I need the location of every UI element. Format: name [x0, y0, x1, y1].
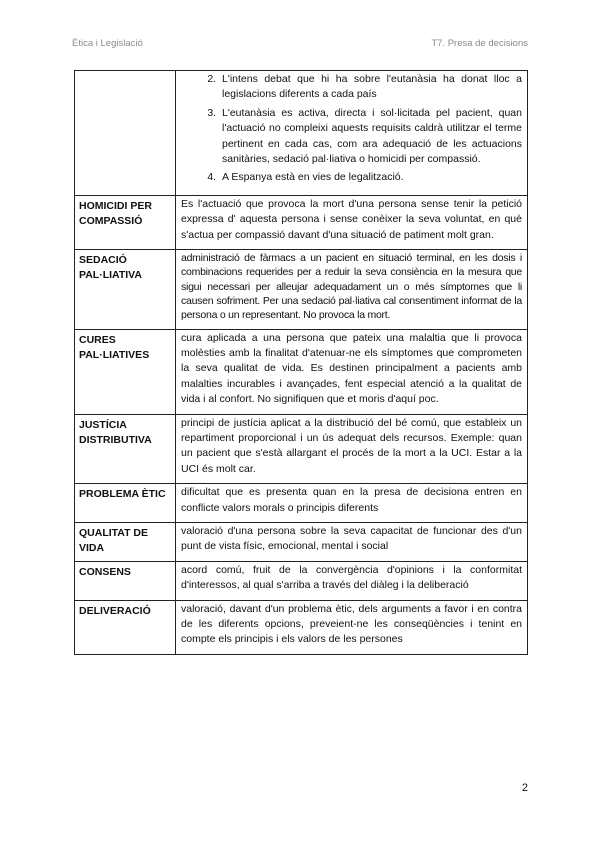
header-topic: T7. Presa de decisions: [431, 38, 528, 49]
list-item: 4. A Espanya està en vies de legalització.: [219, 170, 522, 185]
definition-cell: acord comú, fruit de la convergència d'opinions i la conformitat d'interessos, al qual s'arriba a través del diàleg i la deliberació: [176, 561, 528, 600]
term-cell: SEDACIÓ PAL·LIATIVA: [75, 250, 176, 329]
definition-cell: cura aplicada a una persona que pateix una malaltia que li provoca molèsties amb la finalitat d'atenuar-ne els símptomes que comprometen la seva qualitat de vida. Es destinen principalment a pacients amb malalties incurables i avançades, fent especial atenció a la qualitat de vida i al confort. No signifiquen que et moris d'aquí poc.: [176, 329, 528, 414]
list-item: 3. L'eutanàsia es activa, directa i sol·licitada pel pacient, quan l'actuació no compleixi aquests requisits caldrà utilitzar el terme pertinent en cada cas, com ara adequació de les actuacions sanitàries, sedació pal·liativa o homicidi per compassió.: [219, 106, 522, 168]
table-row: [75, 195, 528, 249]
definition-cell: valoració d'una persona sobre la seva capacitat de funcionar des d'un punt de vista físic, emocional, mental i social: [176, 523, 528, 562]
term-cell: QUALITAT DE VIDA: [75, 523, 176, 562]
definition-cell: [176, 71, 528, 196]
table-row: [75, 329, 528, 414]
definition-cell: Es l'actuació que provoca la mort d'una persona sense tenir la petició expressa d' aquesta persona i sense conèixer la seva voluntat, en què s'actua per compassió davant d'una situació de patiment molt gran.: [176, 195, 528, 249]
list-item: 2. L'intens debat que hi ha sobre l'eutanàsia ha donat lloc a legislacions diferents a cada país: [219, 72, 522, 103]
term-cell: PROBLEMA ÈTIC: [75, 484, 176, 523]
glossary-table: [74, 70, 528, 655]
definition-cell: dificultat que es presenta quan en la presa de decisiona entren en conflicte valors morals o principis diferents: [176, 484, 528, 523]
table-row: [75, 523, 528, 562]
definition-cell: principi de justícia aplicat a la distribució del bé comú, que estableix un repartiment proporcional i un ús adequat dels recursos. Exemple: quan un pacient que s'està allargant el procés de la mort a la UCI. Estar a la UCI és molt car.: [176, 414, 528, 484]
definition-cell: valoració, davant d'un problema ètic, dels arguments a favor i en contra de les diferents opcions, preveient-ne les conseqüències i tenint en compte els principis i els valors de les persones: [176, 600, 528, 654]
header-subject: Ètica i Legislació: [72, 38, 143, 49]
table-row: [75, 71, 528, 196]
table-row: [75, 484, 528, 523]
table-row: [75, 250, 528, 329]
term-cell: DELIVERACIÓ: [75, 600, 176, 654]
term-cell: CONSENS: [75, 561, 176, 600]
table-row: [75, 561, 528, 600]
definition-cell: administració de fàrmacs a un pacient en situació terminal, en les dosis i combinacions requerides per a reduir la seva consiència en la mesura que sigui necessari per alleujar adequadament un o més símptomes que li causen sofriment. Per una sedació pal·liativa cal consentiment informat de la persona o un representant. No provoca la mort.: [176, 250, 528, 329]
term-cell: JUSTÍCIA DISTRIBUTIVA: [75, 414, 176, 484]
table-row: [75, 414, 528, 484]
term-cell-empty: [75, 71, 176, 196]
table-row: [75, 600, 528, 654]
term-cell: HOMICIDI PER COMPASSIÓ: [75, 195, 176, 249]
page-number: 2: [521, 782, 528, 794]
term-cell: CURES PAL·LIATIVES: [75, 329, 176, 414]
numbered-list: [181, 72, 522, 186]
